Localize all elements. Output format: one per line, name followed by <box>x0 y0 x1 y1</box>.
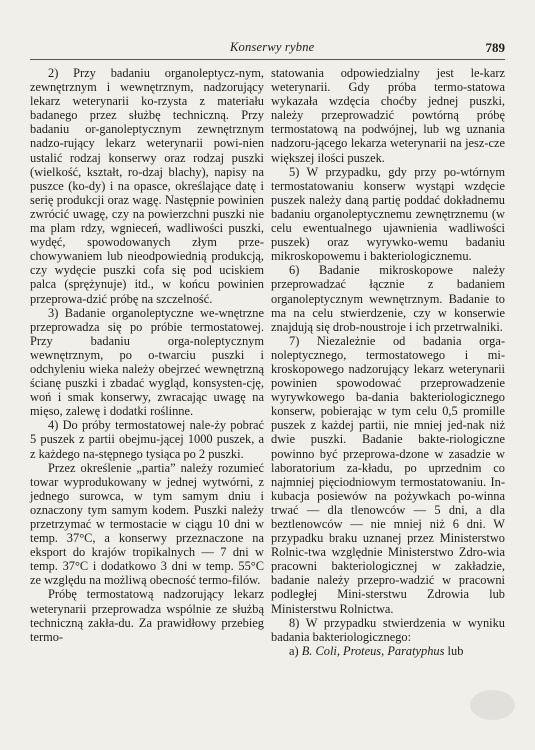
paragraph-proba: Próbę termostatową nadzorujący lekarz weterynarii przeprowadza wspólnie ze służbą techniczną zakła-du. Za prawidłowy przebieg termo- <box>30 587 264 644</box>
paragraph-8: 8) W przypadku stwierdzenia w wyniku badania bakteriologicznego: <box>271 615 505 644</box>
paragraph-7: 7) Niezależnie od badania orga-noleptycznego, termostatowego i mi-kroskopowego nadzorujący lekarz weterynarii powinien spowodować przeprowadzenie wyrywkowego ba-dania bakteriologicznego konserw, pobierając w tym celu 0,5 promille puszek z każdej partii, nie mniej jed-nak niż dwie puszki. Badanie bakte-riologiczne powinno być przeprowa-dzone w zasadzie w laboratorium za-kładu, po uprzednim co najmniej pięciodniowym termostatowaniu. In-kubacja posiewów na pożywkach po-winna trwać — dla tlenowców — 5 dni, a dla beztlenowców — nie mniej niż 6 dni. W przypadku braku uznanej przez Ministerstwo Rolnic-twa względnie Ministerstwo Zdro-wia pracowni bakteriologicznej w zakładzie, badanie należy przepro-wadzić w pracowni podległej Mini-sterstwu Zdrowia lub Ministerstwu Rolnictwa. <box>271 333 505 616</box>
paper-smudge <box>470 690 515 720</box>
paragraph-6: 6) Badanie mikroskopowe należy przeprowadzać łącznie z badaniem organoleptycznym wewnętrznym. Badanie to ma na celu stwierdzenie, czy w konserwie znajdują się drob-noustroje i ich przetrwalniki. <box>271 263 505 334</box>
paragraph-4: 4) Do próby termostatowej nale-ży pobrać 5 puszek z partii obejmu-jącej 1000 puszek, a z każdego na-stępnego tysiąca po 2 puszki. <box>30 418 264 461</box>
left-column <box>30 66 264 644</box>
paragraph-2: 2) Przy badaniu organoleptycz-nym, zewnętrznym i wewnętrznym, nadzorujący lekarz weterynarii ko-rzysta z materiału badanego przez służbę techniczną. Przy badaniu or-ganoleptycznym zewnętrznym nadzo-rujący lekarz weterynarii powi-nien ustalić rodzaj konserwy oraz rodzaj puszki (wielkość, kształt, ro-dzaj blachy), napisy na puszce (ko-dy) i na opasce, określające datę i serię produkcji oraz wagę. Następnie powinien zwrócić uwagę, czy na powierzchni puszki nie ma plam rdzy, wgnieceń, wadliwości puszki, wydęć, spowodowanych złym prze-chowywaniem lub nieodpowiednią produkcją, czy wydęcie puszki cofa się pod uciskiem palca (sprężynuje) itd., w końcu powinien przeprowa-dzić próbę na szczelność. <box>30 66 264 306</box>
paragraph-partia: Przez określenie „partia” należy rozumieć towar wyprodukowany w jednej wytwórni, z jednego surowca, w tym samym dniu i oznaczony tym samym kodem. Puszki należy przetrzymać w termostacie w ciągu 10 dni w temp. 37°C, a konserwy przeznaczone na eksport do krajów tropikalnych — 7 dni w temp. 37°C i dodatkowo 3 dni w temp. 55°C ze względu na możliwą obecność termo-filów. <box>30 460 264 588</box>
page-number: 789 <box>485 40 505 55</box>
paragraph-8a: a) B. Coli, Proteus, Paratyphus lub <box>289 643 464 658</box>
bacteria-names: B. Coli, Proteus, Paratyphus <box>301 643 445 658</box>
page-header <box>30 40 505 58</box>
paragraph-5: 5) W przypadku, gdy przy po-wtórnym termostatowaniu konserw wystąpi wzdęcie puszek należy daną partię poddać dokładnemu badaniu organoleptycznemu zewnętrznemu (w celu ewentualnego ujawnienia wadliwości puszek) oraz wyrywko-wemu badaniu mikroskopowemu i bakteriologicznemu. <box>271 164 505 264</box>
paragraph-3: 3) Badanie organoleptyczne we-wnętrzne przeprowadza się po próbie termostatowej. Przy badaniu orga-noleptycznym wewnętrznym, po o-twarciu puszki i odchyleniu wieka należy obejrzeć wewnętrzną ścianę puszki i zbadać wygląd, konsysten-cję, woń i smak konserwy, zwracając uwagę na mięso, zalewę i dodatki roślinne. <box>30 305 264 419</box>
paragraph-continued: statowania odpowiedzialny jest le-karz weterynarii. Gdy próba termo-statowa wykazała wzdęcia choćby jednej puszki, należy przeprowadzić powtórną próbę termostatową na podwójnej, lub wg uznania nadzoru-jącego lekarza weterynarii na jesz-cze większej ilości puszek. <box>271 66 505 165</box>
running-head: Konserwy rybne <box>230 40 315 54</box>
right-column <box>271 66 505 658</box>
header-rule <box>30 59 505 60</box>
